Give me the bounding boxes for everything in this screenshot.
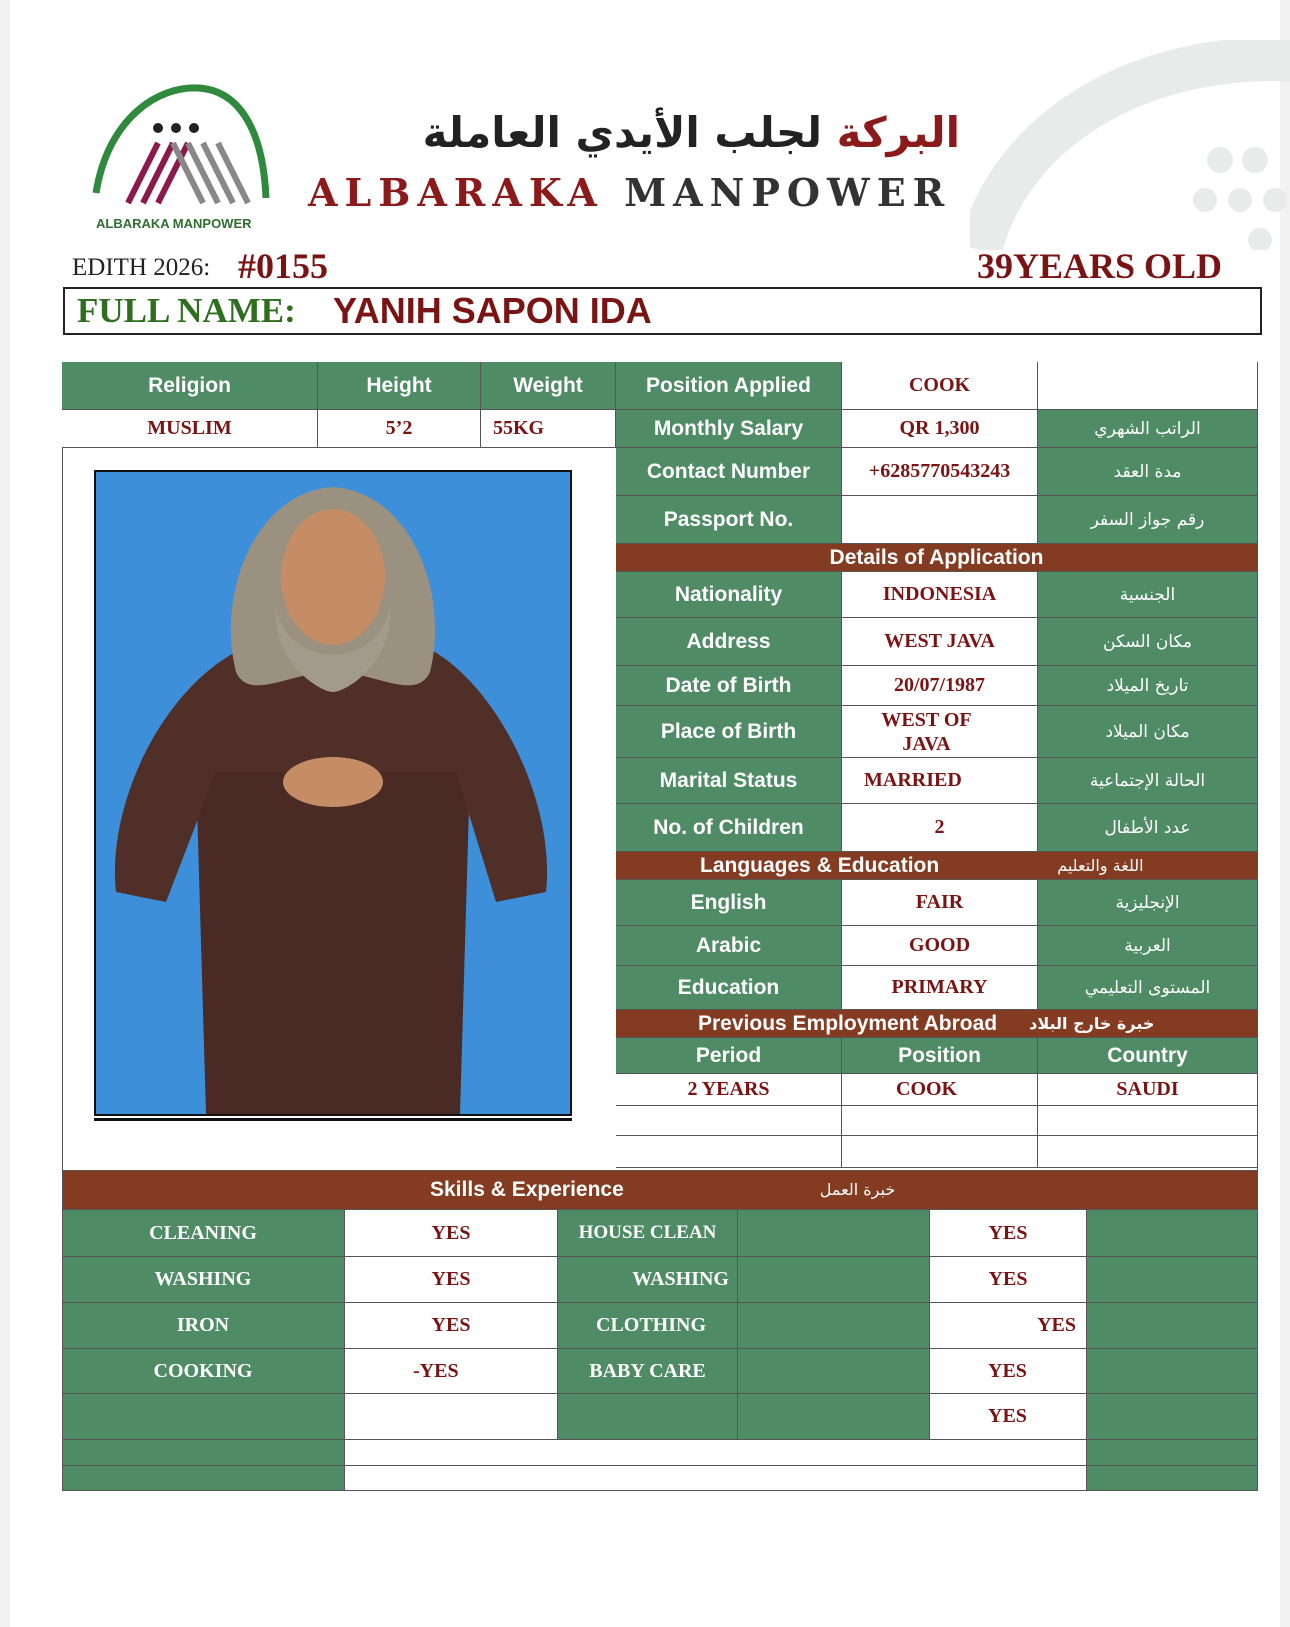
person-silhouette-icon xyxy=(96,472,570,1114)
address-value: WEST JAVA xyxy=(842,618,1038,666)
passport-no-label: Passport No. xyxy=(616,496,842,544)
employment-empty-cell xyxy=(842,1136,1038,1168)
skill-cooking-value: -YES xyxy=(345,1349,558,1394)
position-applied-label: Position Applied xyxy=(616,362,842,410)
company-name-arabic: البركة لجلب الأيدي العاملة xyxy=(422,108,960,157)
employment-empty-cell xyxy=(616,1136,842,1168)
skill-washing-value: YES xyxy=(345,1257,558,1303)
details-section-header: Details of Application xyxy=(616,544,1258,572)
watermark-graphic xyxy=(970,40,1290,250)
applicant-photo xyxy=(94,470,572,1116)
address-label: Address xyxy=(616,618,842,666)
marital-status-label: Marital Status xyxy=(616,758,842,804)
photo-underline xyxy=(94,1118,572,1121)
position-applied-arabic xyxy=(1038,362,1258,410)
arabic-value: GOOD xyxy=(842,926,1038,966)
skill-house-clean-value: YES xyxy=(930,1210,1087,1257)
contact-number-label: Contact Number xyxy=(616,448,842,496)
skill-cleaning-label: CLEANING xyxy=(62,1210,345,1257)
reference-number: #0155 xyxy=(238,246,328,286)
contact-number-arabic: مدة العقد xyxy=(1038,448,1258,496)
employment-section-arabic: خبرة خارج البلاد xyxy=(1029,1014,1155,1033)
employment-position-header: Position xyxy=(842,1038,1038,1074)
religion-value: MUSLIM xyxy=(62,410,318,448)
application-form xyxy=(10,0,1280,1627)
languages-section-header xyxy=(616,852,1258,880)
address-arabic: مكان السكن xyxy=(1038,618,1258,666)
company-name-english: ALBARAKA MANPOWER xyxy=(308,170,952,215)
education-label: Education xyxy=(616,966,842,1010)
marital-status-arabic: الحالة الإجتماعية xyxy=(1038,758,1258,804)
skill-washing-label: WASHING xyxy=(62,1257,345,1303)
employment-period-value: 2 YEARS xyxy=(616,1074,842,1106)
employment-country-value: SAUDI xyxy=(1038,1074,1258,1106)
employment-empty-cell xyxy=(842,1106,1038,1136)
full-name-label: FULL NAME: xyxy=(77,291,296,330)
religion-header: Religion xyxy=(62,362,318,410)
skills-section-title: Skills & Experience xyxy=(430,1177,624,1201)
skill-cleaning-value: YES xyxy=(345,1210,558,1257)
period-header: Period xyxy=(616,1038,842,1074)
position-applied-value: COOK xyxy=(842,362,1038,410)
skill-baby-care-label: BABY CARE xyxy=(558,1349,738,1394)
date-of-birth-value: 20/07/1987 xyxy=(842,666,1038,706)
languages-section-arabic: اللغة والتعليم xyxy=(1057,856,1144,875)
employment-section-header xyxy=(616,1010,1258,1038)
english-label: English xyxy=(616,880,842,926)
children-label: No. of Children xyxy=(616,804,842,852)
edition-label: EDITH 2026: xyxy=(72,254,211,281)
skill-washing2-value: YES xyxy=(930,1257,1087,1303)
employment-empty-cell xyxy=(1038,1136,1258,1168)
logo-caption: ALBARAKA MANPOWER xyxy=(96,216,252,231)
arabic-arabic: العربية xyxy=(1038,926,1258,966)
marital-status-value: MARRIED xyxy=(842,758,1038,804)
children-value: 2 xyxy=(842,804,1038,852)
english-value: FAIR xyxy=(842,880,1038,926)
full-name-box xyxy=(63,287,1262,335)
nationality-value: INDONESIA xyxy=(842,572,1038,618)
nationality-arabic: الجنسية xyxy=(1038,572,1258,618)
place-of-birth-value: WEST OF JAVA xyxy=(842,706,1038,758)
passport-no-value xyxy=(842,496,1038,544)
weight-header: Weight xyxy=(481,362,616,410)
full-name-value: YANIH SAPON IDA xyxy=(333,290,652,331)
contact-number-value: +6285770543243 xyxy=(842,448,1038,496)
nationality-label: Nationality xyxy=(616,572,842,618)
employment-empty-cell xyxy=(1038,1106,1258,1136)
employment-section-title: Previous Employment Abroad xyxy=(698,1011,998,1035)
education-value: PRIMARY xyxy=(842,966,1038,1010)
skill-iron-label: IRON xyxy=(62,1303,345,1349)
monthly-salary-label: Monthly Salary xyxy=(616,410,842,448)
place-of-birth-label: Place of Birth xyxy=(616,706,842,758)
albaraka-logo-icon xyxy=(88,78,288,243)
skill-washing2-label: WASHING xyxy=(558,1257,738,1303)
date-of-birth-arabic: تاريخ الميلاد xyxy=(1038,666,1258,706)
applicant-age: 39YEARS OLD xyxy=(976,246,1222,286)
children-arabic: عدد الأطفال xyxy=(1038,804,1258,852)
skill-house-clean-label: HOUSE CLEAN xyxy=(558,1210,738,1257)
skills-section-arabic: خبرة العمل xyxy=(819,1180,896,1199)
employment-empty-cell xyxy=(616,1106,842,1136)
weight-value: 55KG xyxy=(481,410,616,448)
skill-cooking-label: COOKING xyxy=(62,1349,345,1394)
languages-section-title: Languages & Education xyxy=(700,853,940,877)
passport-no-arabic: رقم جواز السفر xyxy=(1038,496,1258,544)
skill-clothing-label: CLOTHING xyxy=(558,1303,738,1349)
skill-extra-value: YES xyxy=(930,1394,1087,1440)
skill-baby-care-value: YES xyxy=(930,1349,1087,1394)
english-arabic: الإنجليزية xyxy=(1038,880,1258,926)
skills-table-border xyxy=(62,1170,1258,1491)
skill-iron-value: YES xyxy=(345,1303,558,1349)
date-of-birth-label: Date of Birth xyxy=(616,666,842,706)
arabic-label: Arabic xyxy=(616,926,842,966)
place-of-birth-arabic: مكان الميلاد xyxy=(1038,706,1258,758)
monthly-salary-arabic: الراتب الشهري xyxy=(1038,410,1258,448)
skill-clothing-value: YES xyxy=(930,1303,1087,1349)
country-header: Country xyxy=(1038,1038,1258,1074)
height-header: Height xyxy=(318,362,481,410)
height-value: 5’2 xyxy=(318,410,481,448)
employment-position-value: COOK xyxy=(842,1074,1038,1106)
monthly-salary-value: QR 1,300 xyxy=(842,410,1038,448)
education-arabic: المستوى التعليمي xyxy=(1038,966,1258,1010)
